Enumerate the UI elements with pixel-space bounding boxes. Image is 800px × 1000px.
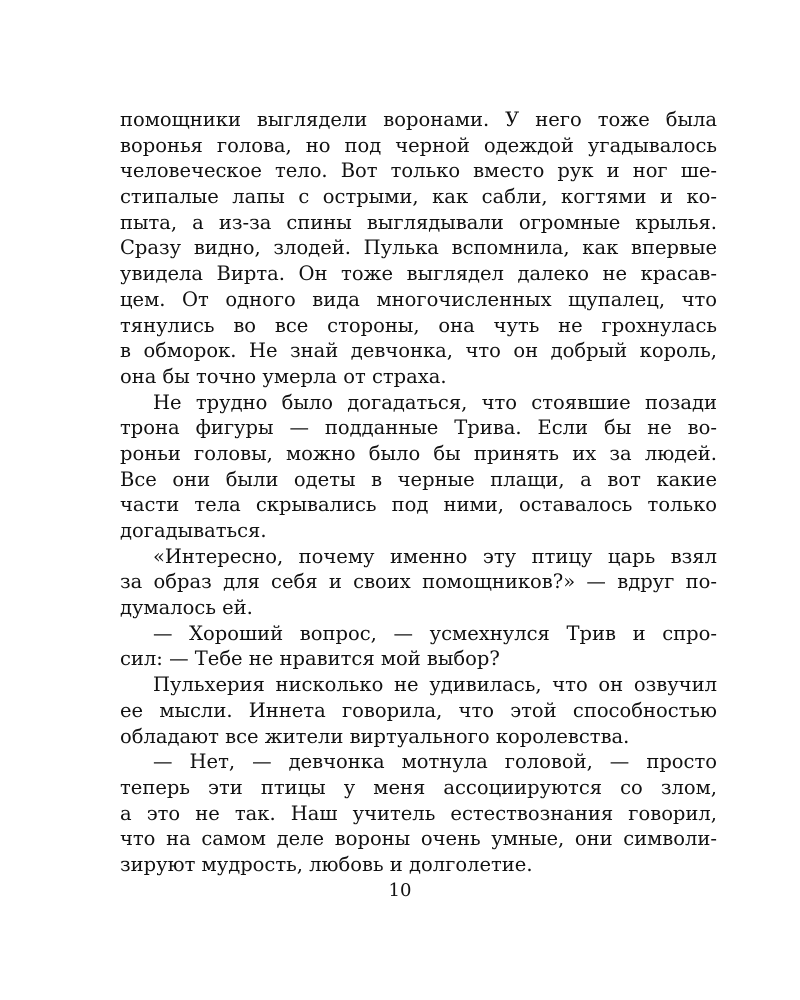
text-line: воронья голова, но под черной одеждой угадывалось [120,133,717,157]
text-line: тянулись во все стороны, она чуть не грохнулась [120,313,717,337]
paragraph-end-line: зируют мудрость, любовь и долголетие. [120,852,533,876]
text-line: стипалые лапы с острыми, как сабли, когтями и ко- [120,185,717,209]
paragraph-start-line: «Интересно, почему именно эту птицу царь взял [153,544,717,568]
paragraph-end-line: догадываться. [120,519,267,542]
text-line: трона фигуры — подданные Трива. Если бы не во- [120,416,717,440]
page-number: 10 [388,880,412,901]
text-line: за образ для себя и своих помощников?» — вдруг по- [120,570,717,594]
text-line: ее мысли. Иннета говорила, что этой способностью [120,698,717,722]
paragraph-end-line: она бы точно умерла от страха. [120,364,447,388]
paragraph-start-line: Пульхерия нисколько не удивилась, что он озвучил [153,673,717,697]
text-line: а это не так. Наш учитель естествознания говорил, [120,801,717,825]
text-line: человеческое тело. Вот только вместо рук и ног ше- [120,159,717,183]
body-text [120,107,717,878]
text-line: Сразу видно, злодей. Пулька вспомнила, как впервые [120,236,717,260]
paragraph-start-line: Не трудно было догадаться, что стоявшие позади [153,390,717,414]
paragraph-end-line: обладают все жители виртуального королевства. [120,724,630,748]
paragraph-start-line: — Нет, — девчонка мотнула головой, — просто [153,750,717,774]
text-line: Все они были одеты в черные плащи, а вот какие [120,467,717,491]
text-line: увидела Вирта. Он тоже выглядел далеко не красав- [120,262,717,286]
text-line: помощники выглядели воронами. У него тоже была [120,108,717,131]
text-line: цем. От одного вида многочисленных щупалец, что [120,287,717,311]
text-line: части тела скрывались под ними, оставалось только [120,493,717,517]
paragraph-end-line: думалось ей. [120,596,253,620]
paragraph-end-line: сил: — Тебе не нравится мой выбор? [120,647,500,671]
text-line: роньи головы, можно было бы принять их за людей. [120,441,717,465]
text-line: пыта, а из-за спины выглядывали огромные крылья. [120,210,717,234]
paragraph-start-line: — Хороший вопрос, — усмехнулся Трив и спро- [153,621,717,645]
text-line: что на самом деле вороны очень умные, они символи- [120,827,717,851]
text-line: теперь эти птицы у меня ассоциируются со злом, [120,775,717,799]
text-line: в обморок. Не знай девчонка, что он добрый король, [120,339,717,363]
